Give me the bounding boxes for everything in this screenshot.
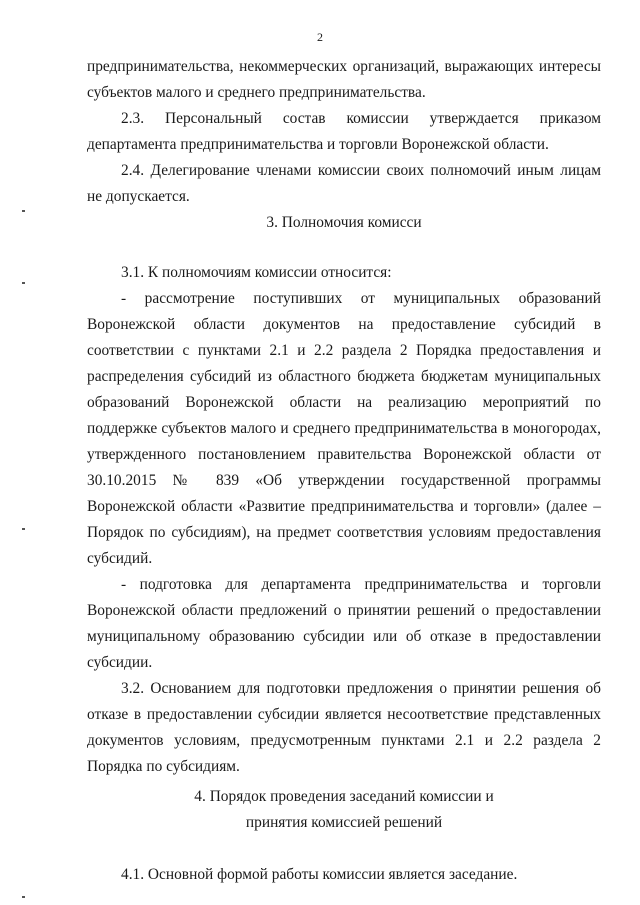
paragraph-2-4: 2.4. Делегирование членами комиссии своих полномочий иным лицам не допускается.: [87, 162, 601, 205]
page-number: 2: [317, 30, 323, 44]
paragraph-3-2: 3.2. Основанием для подготовки предложения о принятии решения об отказе в предоставлении субсидии является несоответствие представленных документов условиям, предусмотренным пунктами 2.1 и 2.2 раздела 2 Порядка по субсидиям.: [87, 680, 601, 775]
paragraph-2-3: 2.3. Персональный состав комиссии утверждается приказом департамента предпринимательства и торговли Воронежской области.: [87, 110, 601, 153]
list-item-preparation: - подготовка для департамента предпринимательства и торговли Воронежской области предложений о принятии решений о предоставлении муниципальному образованию субсидии или об отказе в предоставлении субсидии.: [87, 576, 601, 671]
paragraph-3-1: 3.1. К полномочиям комиссии относится:: [121, 264, 392, 281]
scan-mark: [22, 282, 25, 284]
scan-mark: [22, 896, 25, 898]
section-heading-3: 3. Полномочия комисси: [266, 214, 422, 231]
section-heading-4-line2: принятия комиссией решений: [245, 814, 443, 831]
list-item-review: - рассмотрение поступивших от муниципальных образований Воронежской области документов на предоставление субсидий в соответствии с пунктами 2.1 и 2.2 раздела 2 Порядка предоставления и распределения субсидий из областного бюджета бюджетам муниципальных образований Воронежской области на реализацию мероприятий по поддержке субъектов малого и среднего предпринимательства в моногородах, утвержденного постановлением правительства Воронежской области от 30.10.2015 № 839 «Об утверждении государственной программы Воронежской области «Развитие предпринимательства и торговли» (далее – Порядок по субсидиям), на предмет соответствия условиям предоставления субсидий.: [87, 290, 601, 567]
paragraph-4-1: 4.1. Основной формой работы комиссии является заседание.: [121, 866, 518, 883]
scan-mark: [22, 210, 25, 212]
scan-mark: [22, 528, 25, 530]
section-heading-4-line1: 4. Порядок проведения заседаний комиссии и: [194, 788, 494, 805]
paragraph-continuation: предпринимательства, некоммерческих организаций, выражающих интересы субъектов малого и среднего предпринимательства.: [87, 58, 601, 101]
document-body: [87, 54, 601, 888]
